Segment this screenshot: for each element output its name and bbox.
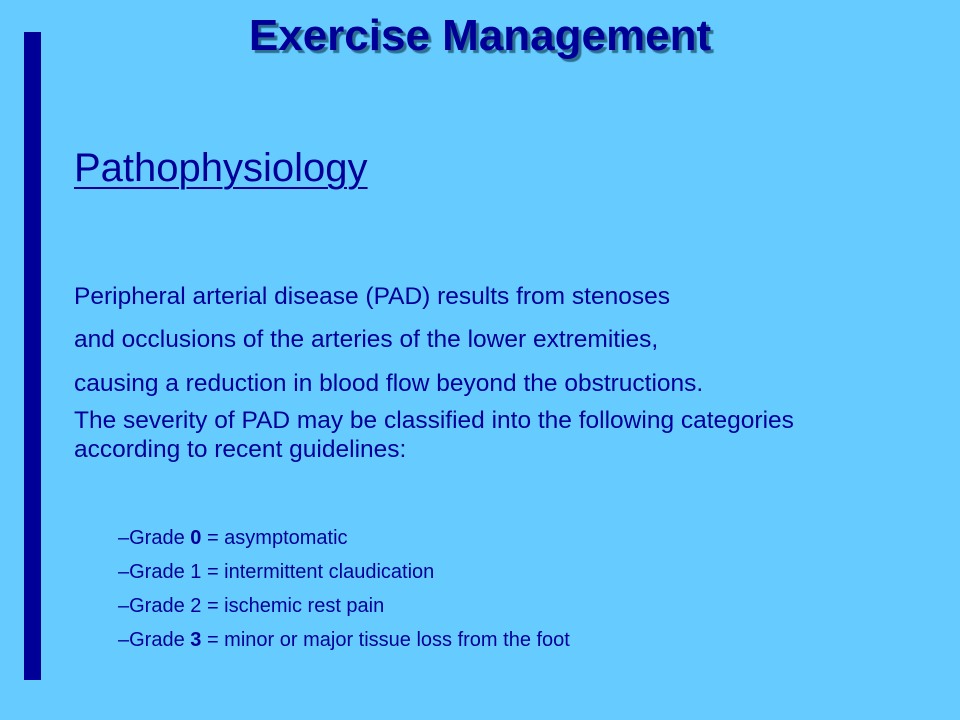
grade-item-2 [118,589,570,623]
grade-description: = intermittent claudication [201,561,435,583]
grade-item-1 [118,555,570,589]
grade-description: = asymptomatic [201,527,348,549]
intro-line-3: causing a reduction in blood flow beyond the obstructions. [74,369,704,397]
grade-prefix: –Grade [118,527,191,549]
grade-prefix: –Grade [118,595,191,617]
classification-paragraph: The severity of PAD may be classified into the following categories according to recent guidelines: [74,407,794,464]
grade-prefix: –Grade [118,561,191,583]
grade-number: 1 [190,561,202,583]
grade-description: = ischemic rest pain [201,595,385,617]
grade-list [118,521,570,657]
grade-item-0 [118,521,570,555]
grade-item-3 [118,623,570,657]
intro-line-2: and occlusions of the arteries of the lower extremities, [74,326,659,354]
section-heading: Pathophysiology [74,146,368,190]
intro-paragraph [74,282,894,412]
grade-prefix: –Grade [118,629,191,651]
grade-number: 2 [190,595,202,617]
grade-number: 0 [190,527,202,549]
intro-line-1: Peripheral arterial disease (PAD) results from stenoses [74,283,670,310]
grade-number: 3 [190,629,202,651]
accent-bar [24,32,41,680]
grade-description: = minor or major tissue loss from the foot [201,629,570,651]
slide-title: Exercise Management [248,11,712,60]
